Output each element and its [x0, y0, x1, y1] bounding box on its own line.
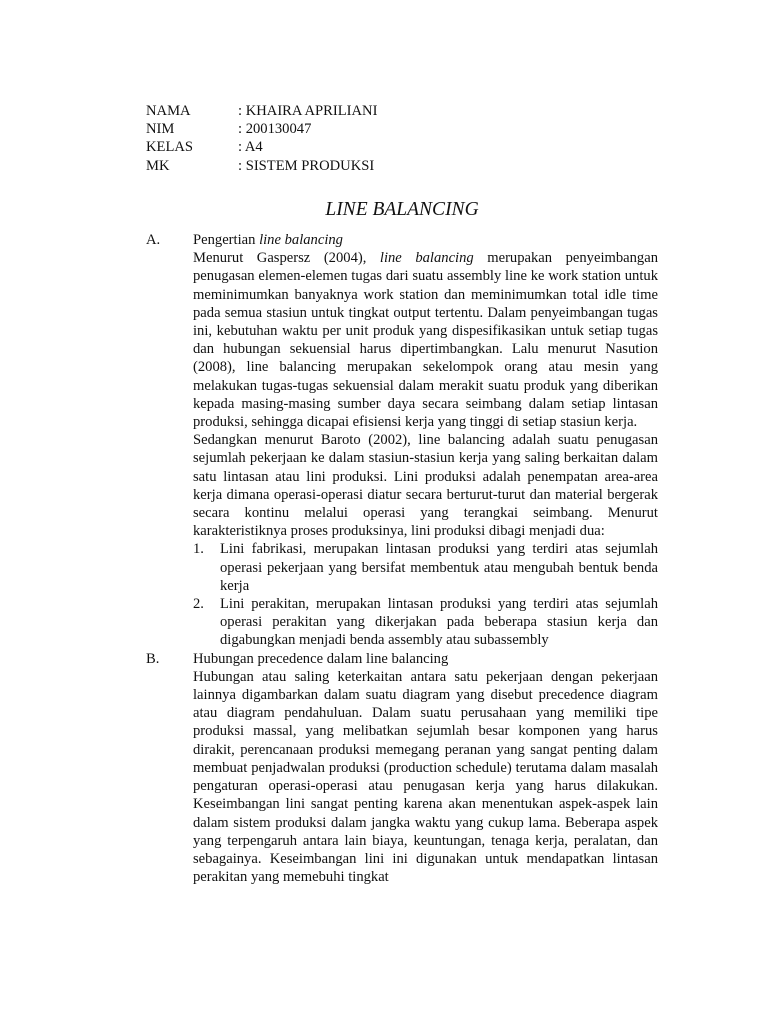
info-row-kelas [146, 138, 377, 156]
info-value: : A4 [238, 139, 263, 156]
info-value: : KHAIRA APRILIANI [238, 103, 378, 119]
student-info-header [146, 102, 377, 175]
info-value: : 200130047 [238, 121, 312, 138]
paragraph [193, 249, 658, 431]
paragraph: Hubungan atau saling keterkaitan antara satu pekerjaan dengan pekerjaan lainnya digambarkan dalam suatu diagram yang disebut precedence diagram atau diagram pendahuluan. Dalam suatu perusahaan yang memiliki tipe produksi massal, yang melibatkan sejumlah besar komponen yang harus dirakit, perencanaan produksi memegang peranan yang sangat penting dalam membuat penjadwalan produksi (production schedule) terutama dalam masalah pengaturan operasi-operasi atau penugasan kerja yang harus dilakukan. Keseimbangan lini sangat penting karena akan menentukan aspek-aspek lain dalam sistem produksi dalam jangka waktu yang cukup lama. Beberapa aspek yang terpengaruh antara lain biaya, keuntungan, tenaga kerja, peralatan, dan sebagainya. Keseimbangan lini ini digunakan untuk mendapatkan lintasan perakitan yang memebuhi tingkat [193, 668, 658, 886]
document-title: LINE BALANCING [325, 199, 479, 220]
heading-text: Pengertian [193, 232, 260, 248]
paragraph-text: Menurut Gaspersz (2004), [193, 250, 380, 267]
section-heading: Hubungan precedence dalam line balancing [193, 650, 449, 667]
info-label: KELAS [146, 139, 194, 156]
info-value: : SISTEM PRODUKSI [238, 157, 375, 174]
section-a [146, 231, 658, 650]
section-b [146, 650, 658, 887]
info-row-nim [146, 120, 377, 138]
info-row-nama [146, 102, 377, 120]
list-item-text: Lini perakitan, merupakan lintasan produksi yang terdiri atas sejumlah operasi perakitan yang dikerjakan pada beberapa stasiun kerja dan digabungkan menjadi benda assembly atau subassembly [220, 596, 658, 649]
list-item [193, 540, 658, 595]
info-label: NAMA [146, 103, 191, 119]
list-number: 2. [193, 596, 204, 613]
info-label: NIM [146, 121, 175, 138]
italic-term: line balancing [379, 250, 474, 267]
info-label: MK [146, 157, 170, 174]
section-letter: B. [146, 650, 160, 667]
list-item [193, 595, 658, 650]
numbered-list [193, 540, 658, 649]
list-number: 1. [193, 541, 204, 558]
document-body [146, 231, 658, 886]
info-row-mk [146, 157, 377, 175]
paragraph: Sedangkan menurut Baroto (2002), line balancing adalah suatu penugasan sejumlah pekerjaan ke dalam stasiun-stasiun kerja yang saling berkaitan dalam satu lintasan atau lini produksi. Lini produksi adalah penempatan area-area kerja dimana operasi-operasi diatur secara berturut-turut dan material bergerak secara kontinu melalui operasi yang terangkai seimbang. Menurut karakteristiknya proses produksinya, lini produksi dibagi menjadi dua: [193, 432, 658, 540]
paragraph-text: merupakan penyeimbangan penugasan elemen-elemen tugas dari suatu assembly line ke work station untuk meminimumkan banyaknya work station dan meminimumkan total idle time pada semua stasiun untuk tingkat output tertentu. Dalam penyeimbangan tugas ini, kebutuhan waktu per unit produk yang dispesifikasikan untuk setiap tugas dan hubungan sekuensial harus dipertimbangkan. Lalu menurut Nasution (2008), line balancing merupakan sekelompok orang atau mesin yang melakukan tugas-tugas sekuensial dalam merakit suatu produk yang diberikan kepada masing-masing sumber daya secara seimbang dalam setiap lintasan produksi, sehingga dicapai efisiensi kerja yang tinggi di setiap stasiun kerja. [193, 250, 658, 431]
section-letter: A. [146, 232, 161, 248]
heading-italic-term: line balancing [259, 232, 343, 248]
section-heading [193, 231, 658, 249]
list-item-text: Lini fabrikasi, merupakan lintasan produksi yang terdiri atas sejumlah operasi pekerjaan yang bersifat membentuk atau mengubah bentuk benda kerja [220, 541, 658, 594]
